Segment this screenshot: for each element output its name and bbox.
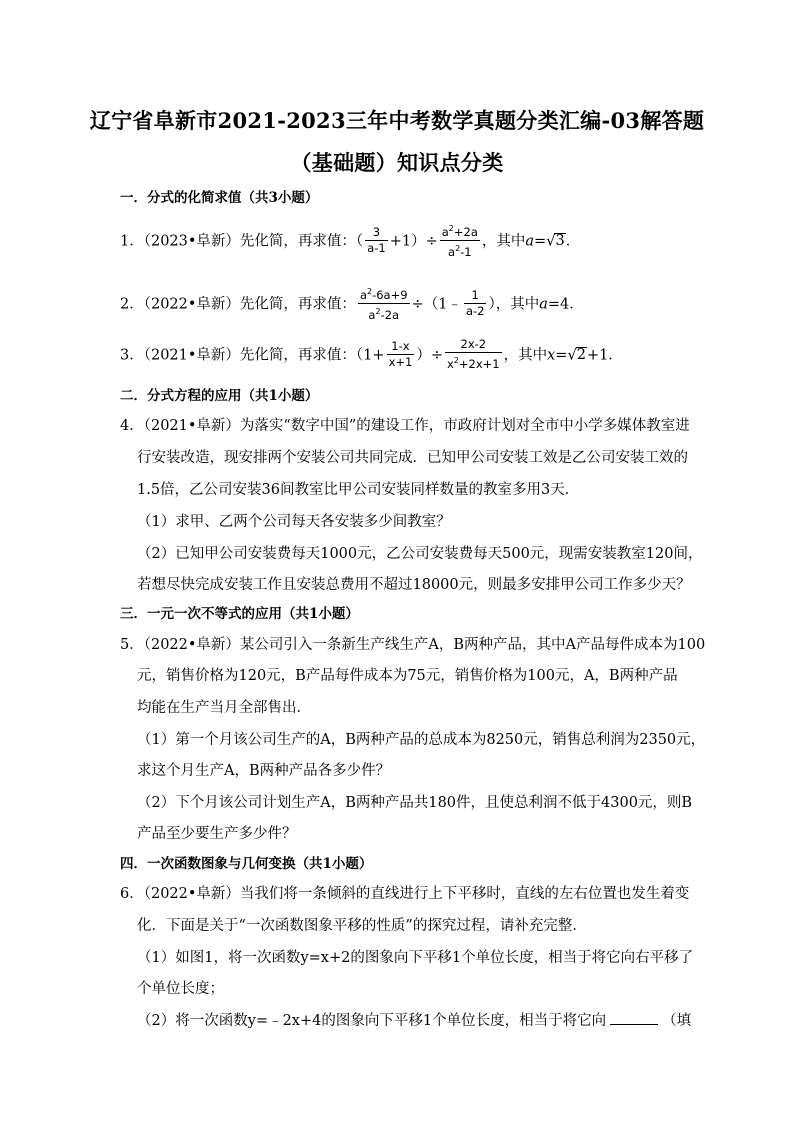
q1-f2-den: $a^2-1$ bbox=[448, 243, 472, 259]
q2-fraction-2 bbox=[464, 288, 487, 319]
q5-line-6: （2）下个月该公司计划生产A，B两种产品共180件，且使总利润不低于4300元，则B bbox=[137, 795, 693, 811]
q1-f1-num: 3 bbox=[365, 225, 388, 241]
q5-line-1: 5．（2022•阜新）某公司引入一条新生产线生产A，B两种产品，其中A产品每件成本为100 bbox=[120, 637, 706, 653]
q3-sqrt-sign: √ bbox=[567, 347, 577, 364]
q3-var: x bbox=[547, 347, 556, 364]
q3-suffix: ，其中 bbox=[503, 347, 548, 364]
q1-prefix: 1．（2023•阜新）先化简，再求值：（ bbox=[120, 233, 364, 250]
question-3 bbox=[120, 338, 623, 373]
q6-line-5-text: （2）将一次函数y=﹣2x+4的图象向下平移1个单位长度，相当于将它向 bbox=[137, 1013, 607, 1029]
q3-fraction-2 bbox=[445, 337, 502, 372]
q4-line-2: 行安装改造，现安排两个安装公司共同完成．已知甲公司安装工效是乙公司安装工效的 bbox=[137, 450, 688, 466]
section-heading-1: 一．分式的化简求值（共3小题） bbox=[120, 190, 319, 206]
q2-fraction-1 bbox=[358, 284, 410, 323]
q1-sqrt-val: 3 bbox=[555, 233, 565, 250]
answer-blank[interactable] bbox=[610, 1012, 658, 1025]
q4-line-3: 1.5倍，乙公司安装36间教室比甲公司安装同样数量的教室多用3天． bbox=[137, 482, 580, 498]
q3-f2-num: 2x-2 bbox=[445, 337, 502, 353]
q2-close: ），其中 bbox=[488, 296, 540, 313]
q5-line-7: 产品至少要生产多少件？ bbox=[137, 826, 297, 842]
q1-fraction-2 bbox=[440, 221, 480, 260]
q2-mid: ÷（1﹣ bbox=[411, 296, 462, 313]
q2-f1-num: $a^2-6a+9$ bbox=[358, 284, 410, 304]
q1-f2-num: $a^2+2a$ bbox=[440, 221, 480, 241]
q3-fraction-1 bbox=[387, 339, 415, 370]
q2-var: a bbox=[539, 296, 548, 313]
q4-line-5: （2）已知甲公司安装费每天1000元，乙公司安装费每天500元，现需安装教室120间， bbox=[137, 546, 703, 562]
q5-line-3: 均能在生产当月全部售出． bbox=[137, 700, 311, 716]
q3-f1-num: 1-x bbox=[387, 339, 415, 355]
q6-line-2: 化．下面是关于“一次函数图象平移的性质”的探究过程，请补充完整． bbox=[137, 918, 587, 934]
section-heading-4: 四．一次函数图象与几何变换（共1小题） bbox=[120, 856, 373, 872]
q5-line-2: 元，销售价格为120元，B产品每件成本为75元，销售价格为100元，A，B两种产品 bbox=[137, 668, 678, 684]
q1-sqrt-sign: √ bbox=[546, 233, 556, 250]
q2-f1-den: $a^2-2a$ bbox=[368, 306, 400, 322]
section-heading-3: 三．一元一次不等式的应用（共1小题） bbox=[120, 606, 359, 622]
q3-sqrt-val: 2 bbox=[576, 347, 586, 364]
q1-eq: = bbox=[534, 233, 547, 250]
q6-line-4: 个单位长度； bbox=[137, 981, 224, 997]
q3-end: +1． bbox=[586, 347, 623, 364]
q3-f2-den: $x^2+2x+1$ bbox=[446, 356, 500, 371]
q3-mid: ）÷ bbox=[416, 347, 443, 364]
q4-line-6: 若想尽快完成安装工作且安装总费用不超过18000元，则最多安排甲公司工作多少天？ bbox=[137, 577, 691, 593]
q2-val: =4． bbox=[547, 296, 584, 313]
q1-plus: +1）÷ bbox=[389, 233, 438, 250]
section-heading-2: 二．分式方程的应用（共1小题） bbox=[120, 388, 319, 404]
q3-f1-den: x+1 bbox=[388, 354, 413, 369]
q3-prefix: 3．（2021•阜新）先化简，再求值：（1+ bbox=[120, 347, 385, 364]
document-title-line1: 辽宁省阜新市2021-2023三年中考数学真题分类汇编-03解答题 bbox=[89, 108, 705, 133]
q2-f2-num: 1 bbox=[464, 288, 487, 304]
q1-fraction-1 bbox=[365, 225, 388, 256]
q2-prefix: 2．（2022•阜新）先化简，再求值： bbox=[120, 296, 356, 313]
q4-line-1: 4．（2021•阜新）为落实“数字中国”的建设工作，市政府计划对全市中小学多媒体教室进 bbox=[120, 418, 690, 434]
q2-f2-den: a-2 bbox=[465, 303, 485, 318]
q1-var: a bbox=[525, 233, 535, 250]
question-2 bbox=[120, 285, 584, 324]
q3-eq: = bbox=[555, 347, 568, 364]
question-1 bbox=[120, 222, 580, 261]
q4-line-4: （1）求甲、乙两个公司每天各安装多少间教室？ bbox=[137, 514, 451, 530]
q5-line-4: （1）第一个月该公司生产的A，B两种产品的总成本为8250元，销售总利润为2350元， bbox=[137, 732, 706, 748]
q1-f1-den: a-1 bbox=[367, 240, 386, 255]
q1-end: ． bbox=[565, 233, 581, 250]
q6-line-5 bbox=[137, 1009, 691, 1030]
q6-line-3: （1）如图1，将一次函数y=x+2的图象向下平移1个单位长度，相当于将它向右平移了 bbox=[137, 950, 694, 966]
document-title-line2: （基础题）知识点分类 bbox=[290, 150, 504, 175]
q5-line-5: 求这个月生产A，B两种产品各多少件？ bbox=[137, 763, 391, 779]
q6-line-1: 6．（2022•阜新）当我们将一条倾斜的直线进行上下平移时，直线的左右位置也发生着变 bbox=[120, 886, 690, 902]
q6-line-5-tail: （填 bbox=[662, 1013, 692, 1029]
q1-suffix: ，其中 bbox=[481, 233, 526, 250]
